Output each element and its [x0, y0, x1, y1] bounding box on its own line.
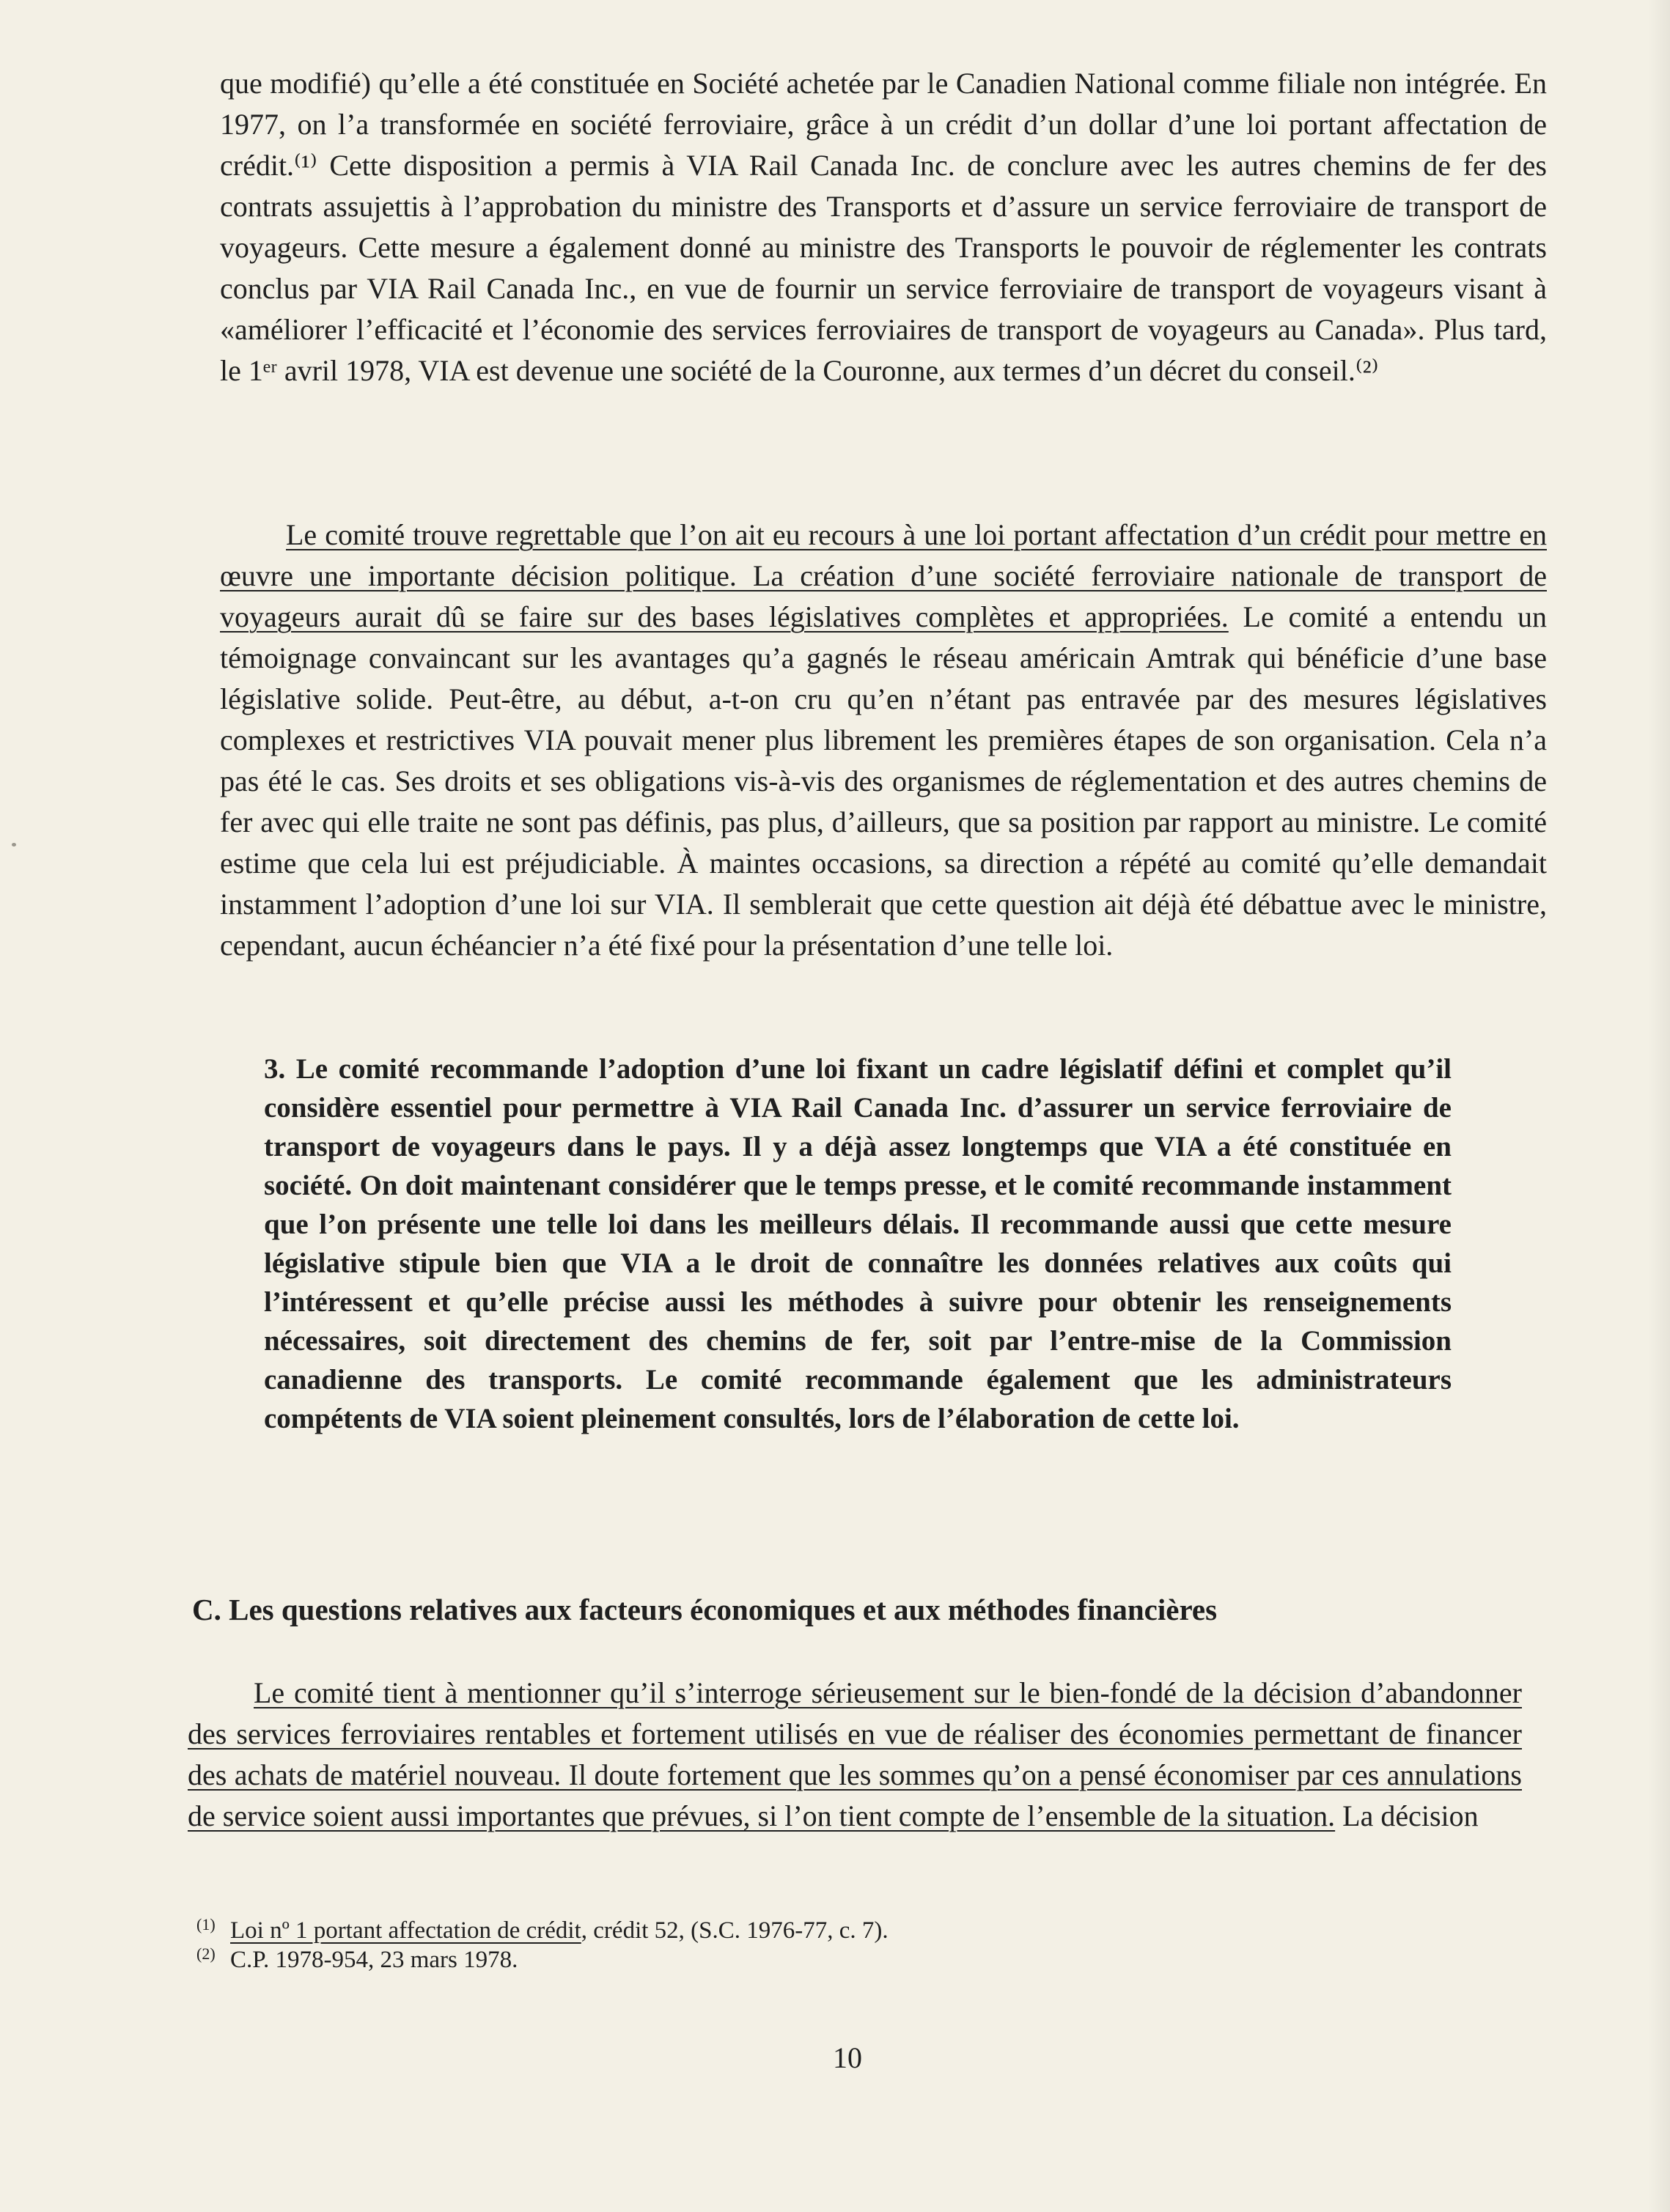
page-number: 10: [833, 2041, 862, 2074]
paragraph-via-history: que modifié) qu’elle a été constituée en Société achetée par le Canadien National comme filiale non intégrée. En 1977, on l’a transformée en société ferroviaire, grâce à un crédit d’un dollar d’une loi portant affectation de crédit.⁽¹⁾ Cette disposition a permis à VIA Rail Canada Inc. de conclure avec les autres chemins de fer des contrats assujettis à l’approbation du ministre des Transports et d’assure un service ferroviaire de transport de voyageurs. Cette mesure a également donné au ministre des Transports le pouvoir de réglementer les contrats conclus par VIA Rail Canada Inc., en vue de fournir un service ferroviaire de transport de voyageurs visant à «améliorer l’efficacité et l’économie des services ferroviaires de transport de voyageurs au Canada». Plus tard, le 1ᵉʳ avril 1978, VIA est devenue une société de la Couronne, aux termes d’un décret du conseil.⁽²⁾: [220, 67, 1547, 387]
scan-speck: [12, 843, 16, 847]
paragraph-economic-decision: [188, 1673, 1522, 1837]
footnote-underlined: Loi nº 1 portant affectation de crédit: [230, 1917, 581, 1944]
footnote-marker: (1): [196, 1915, 216, 1933]
footnote-text: , crédit 52, (S.C. 1976-77, c. 7).: [581, 1917, 889, 1944]
underlined-passage: Le comité trouve regrettable que l’on ait eu recours à une loi portant affectation d’un crédit pour mettre en œuvre une importante décision politique. La création d’une société ferroviaire nationale de transport de voyageurs aurait dû se faire sur des bases législatives complètes et appropriées.: [220, 518, 1547, 633]
paragraph-continuation: Le comité a entendu un témoignage convaincant sur les avantages qu’a gagnés le réseau américain Amtrak qui bénéficie d’une base législative solide. Peut-être, au début, a-t-on cru qu’en n’étant pas entravée par des mesures législatives complexes et restrictives VIA pouvait mener plus librement les premières étapes de son organisation. Cela n’a pas été le cas. Ses droits et ses obligations vis-à-vis des organismes de réglementation et des autres chemins de fer avec qui elle traite ne sont pas définis, pas plus, d’ailleurs, que sa position par rapport au ministre. Le comité estime que cela lui est préjudiciable. À maintes occasions, sa direction a répété au comité qu’elle demandait instamment l’adoption d’une loi sur VIA. Il semblerait que cette question ait déjà été débattue avec le ministre, cependant, aucun échéancier n’a été fixé pour la présentation d’une telle loi.: [220, 600, 1547, 962]
section-heading-c: C. Les questions relatives aux facteurs économiques et aux méthodes financières: [192, 1593, 1218, 1626]
footnotes: [196, 1916, 1296, 1975]
footnote-2: [196, 1945, 1296, 1975]
footnote-text: C.P. 1978-954, 23 mars 1978.: [230, 1947, 518, 1973]
page-edge-shadow: [1648, 0, 1670, 2212]
paragraph-committee-regret: [220, 515, 1547, 966]
footnote-1: [196, 1916, 1296, 1945]
footnote-marker: (2): [196, 1944, 216, 1963]
recommendation-3: 3. Le comité recommande l’adoption d’une loi fixant un cadre législatif défini et complet qu’il considère essentiel pour permettre à VIA Rail Canada Inc. d’assurer un service ferroviaire de transport de voyageurs dans le pays. Il y a déjà assez longtemps que VIA a été constituée en société. On doit maintenant considérer que le temps presse, et le comité recommande instamment que l’on présente une telle loi dans les meilleurs délais. Il recommande aussi que cette mesure législative stipule bien que VIA a le droit de connaître les données relatives aux coûts qui l’intéressent et qu’elle précise aussi les méthodes à suivre pour obtenir les renseignements nécessaires, soit directement des chemins de fer, soit par l’entre-mise de la Commission canadienne des transports. Le comité recommande également que les administrateurs compétents de VIA soient pleinement consultés, lors de l’élaboration de cette loi.: [264, 1053, 1452, 1434]
paragraph-continuation: La décision: [1335, 1799, 1479, 1832]
underlined-passage: Le comité tient à mentionner qu’il s’interroge sérieusement sur le bien-fondé de la décision d’abandonner des services ferroviaires rentables et fortement utilisés en vue de réaliser des économies permettant de financer des achats de matériel nouveau. Il doute fortement que les sommes qu’on a pensé économiser par ces annulations de service soient aussi importantes que prévues, si l’on tient compte de l’ensemble de la situation.: [188, 1676, 1522, 1832]
